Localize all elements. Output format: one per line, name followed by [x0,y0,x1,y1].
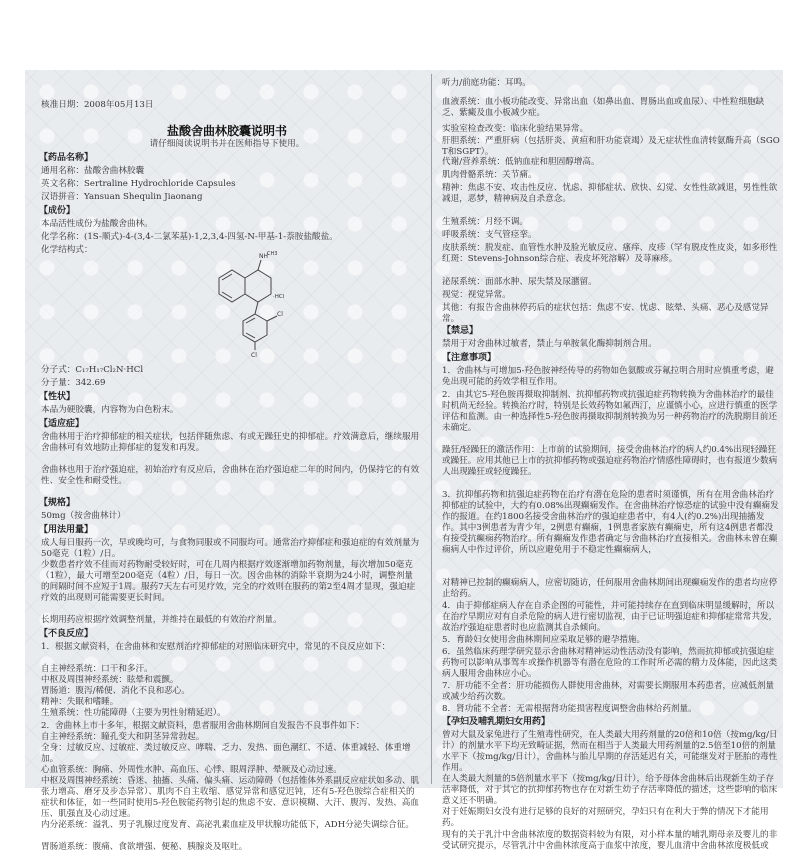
adverse-reproductive: 生殖系统：月经不调。 [442,217,528,227]
leaflet-subtitle: 请仔细阅读说明书并在医师指导下使用。 [149,139,305,149]
chemical-name: 化学名称：(1S-顺式)-4-(3,4-二氯苯基)-1,2,3,4-四氢-N-甲基-1-萘胺盐酸盐。 [41,232,338,242]
adverse-respiratory: 呼吸系统：支气管痉挛。 [442,230,537,240]
atom-cl-2: Cl [251,352,257,359]
leaflet-left-column [25,70,429,852]
atom-hcl: ·HCl [273,294,285,300]
precaution-2: 2．由其它5-羟色胺再摄取抑制剂、抗抑郁药物或抗强迫症药物转换为舍曲林治疗的最佳时机尚无经验。转换治疗时，特别是长效药物如氟西汀，应谨慎小心，应进行慎重的医学评估和监测。由一种选择性5-羟色胺再摄取抑制剂转换为另一种药物治疗的洗脱期目前还未确定。 [442,390,778,433]
adverse-item: 生殖系统：性功能障碍（主要为男性射精延迟）。 [41,708,226,718]
approval-date: 核准日期：2008年05月13日 [41,100,154,110]
column-divider [431,74,432,784]
precaution-10: 8．肾功能不全者：无需根据肾功能损害程度调整舍曲林给药剂量。 [442,704,697,714]
adverse-skin: 皮肤系统：脱发症、血管性水肿及脸光敏反应、瘙痒、皮疹（罕有脱皮性皮炎，如多形性红斑：Stevens-Johnson综合症、表皮坏死溶解）及荨麻疹。 [442,243,778,264]
adverse-paragraph-8: 胃肠道系统：腹痛、食欲增强、便秘、胰腺炎及呕吐。 [41,842,248,852]
adverse-item: 胃肠道：腹泻/稀便、消化不良和恶心。 [41,686,190,696]
precaution-6: 4．由于抑郁症病人存在自杀企图的可能性，并可能持续存在直到临床明显缓解时，所以在治疗早期应对有自杀危险的病人进行密切监视，由于已证明强迫症和抑郁症常常共发，故治疗强迫症患者时也应监测其自杀倾向。 [442,601,778,633]
precaution-7: 5．育龄妇女使用舍曲林期间应采取足够的避孕措施。 [442,635,646,645]
adverse-lab: 实验室检查改变：临床化验结果异常。 [442,124,589,134]
spec-text: 50mg（按舍曲林计） [41,511,126,521]
pregnancy-paragraph-1: 曾对大鼠及家兔进行了生殖毒性研究，在人类最大用药剂量的20倍和10倍（按mg/kg/日计）的剂量水平下均无致畸证据，然而在相当于人类最大用药剂量的2.5倍至10倍的剂量水平下（按mg/kg/日计），舍曲林与胎儿早期的存活延迟有关，可能继发对于胚胎的毒性作用。 [442,730,778,773]
composition-main: 本品活性成份为盐酸舍曲林。 [41,219,153,229]
section-heading-spec: 【规格】 [39,498,76,508]
usage-paragraph-2: 少数患者疗效不佳而对药物耐受较好时，可在几周内根据疗效逐渐增加药物剂量，每次增加50毫克（1粒），最大可增至200毫克（4粒）/日，每日一次。因舍曲林的消除半衰期为24小时，调整剂量的间隔时间不应短于1周。服药7天左右可见疗效，完全的疗效则在服药的第2至4周才显现，强迫症疗效的出现则可能需要更长时间。 [41,560,416,603]
adverse-hearing: 听力/前庭功能：耳鸣。 [442,78,531,88]
generic-name: 通用名称：盐酸舍曲林胶囊 [41,166,145,176]
precaution-9: 7．肝功能不全者：肝功能损伤人群使用舍曲林，对需要长期服用本药患者，应减低剂量或减少给药次数。 [442,681,775,702]
molecular-formula: 分子式：C₁₇H₁₇Cl₂N·HCl [41,365,144,375]
adverse-paragraph-2: 2．舍曲林上市十多年，根据文献资料，患者服用舍曲林期间自发报告不良事件如下： [41,721,365,731]
section-heading-precautions: 【注意事项】 [442,353,497,363]
atom-nh: NH [259,253,268,260]
structure-label: 化学结构式： [41,245,93,255]
adverse-item: 精神：失眠和嗜睡。 [41,697,119,707]
contraindications-text: 禁用于对舍曲林过敏者，禁止与单胺氧化酶抑制剂合用。 [442,339,657,349]
section-heading-character: 【性状】 [39,392,76,402]
section-heading-drug-name: 【药品名称】 [39,153,94,163]
adverse-paragraph-6: 中枢及周围神经系统：昏迷、抽搐、头痛、偏头痛、运动障碍（包括锥体外系副反应症状如多动、肌张力增高、磨牙及步态异常）、肌肉不自主收缩、感觉异常和感觉迟钝，还有5-羟色胺综合症相关的症状和体征，如一些同时使用5-羟色胺能药物引起的焦虑不安、意识模糊、大汗、腹泻、发热、高血压、肌强直及心动过速。 [41,776,420,819]
section-heading-adverse: 【不良反应】 [39,629,94,639]
adverse-item: 中枢及周围神经系统：眩晕和震颤。 [41,675,179,685]
leaflet-right-column [438,70,783,851]
pregnancy-paragraph-3: 对于妊娠期妇女没有进行足够的良好的对照研究，孕妇只有在利大于弊的情况下才能用药。 [442,807,769,828]
adverse-item: 自主神经系统：口干和多汗。 [41,664,153,674]
atom-cl-1: Cl [277,311,283,318]
precaution-4: 3．抗抑郁药物和抗强迫症药物在治疗有潜在危险的患者时须谨慎，所有在用舍曲林治疗抑郁症的试验中，大约有0.08%出现癫痫发作。在舍曲林治疗惊恐症的试验中没有癫痫发作的报道。在约1800名接受舍曲林治疗的强迫症患者中，有4人(约0.2%)出现抽搐发作。其中3例患者为青少年，2例患有癫痫，1例患者家族有癫痫史，所有这4例患者都没有接受抗癫痫药物治疗。所有癫痫发作患者确定与舍曲林治疗直接相关。舍曲林未曾在癫痫病人中作过评价，所以应避免用于不稳定性癫痫病人， [442,490,779,555]
indications-paragraph-2: 舍曲林也用于治疗强迫症，初始治疗有反应后，舍曲林在治疗强迫症二年的时间内，仍保持它的有效性、安全性和耐受性。 [41,465,420,486]
character-text: 本品为硬胶囊，内容物为白色粉末。 [41,405,179,415]
adverse-paragraph-4: 全身：过敏反应、过敏症、类过敏反应、哮喘、乏力、发热、面色潮红、不适、体重减轻、体重增加。 [41,743,411,764]
section-heading-composition: 【成份】 [39,206,76,216]
section-heading-contraindications: 【禁忌】 [442,326,479,336]
atom-ch3: CH3 [267,251,278,257]
adverse-paragraph-3: 自主神经系统：瞳孔变大和阴茎异常勃起。 [41,732,205,742]
usage-paragraph-3: 长期用药应根据疗效调整剂量，并维持在最低的有效治疗剂量。 [41,615,282,625]
english-name: 英文名称：Sertraline Hydrochloride Capsules [41,179,236,189]
pregnancy-paragraph-4: 现有的关于乳汁中舍曲林浓度的数据资料较为有限，对小样本量的哺乳期母亲及婴儿的非受试研究提示，尽管乳汁中舍曲林浓度高于血浆中浓度，婴儿血清中舍曲林浓度极低或 [442,830,778,851]
adverse-paragraph-5: 心血管系统：胸痛、外周性水肿、高血压、心悸、眼周浮肿、晕厥及心动过速。 [41,765,342,775]
adverse-paragraph-7: 内分泌系统：溢乳、男子乳腺过度发育、高泌乳素血症及甲状腺功能低下，ADH分泌失调综合征。 [41,820,414,830]
usage-paragraph-1: 成人每日服药一次，早或晚均可，与食物同服或不同服均可。通常治疗抑郁症和强迫症的有效剂量为50毫克（1粒）/日。 [41,538,420,559]
precaution-3: 躁狂/轻躁狂的激活作用：上市前的试验期间，接受舍曲林治疗的病人约0.4%出现轻躁狂或躁狂。应用其他已上市的抗抑郁药物或强迫症药物治疗情感性障碍时，也有报道少数病人出现躁狂或轻度躁狂。 [442,445,778,477]
precaution-8: 6．虽然临床药理学研究显示舍曲林对精神运动性活动没有影响，然而抗抑郁或抗强迫症药物可以影响从事驾车或操作机器等有潜在危险的工作时所必需的精力及体能，因此这类病人服用舍曲林应小心。 [442,647,778,679]
precaution-5: 对精神已控制的癫痫病人，应密切随访，任何服用舍曲林期间出现癫痫发作的患者均应停止给药。 [442,578,778,599]
adverse-other: 其他：有报告舍曲林停药后的症状包括：焦虑不安、忧虑、眩晕、头痛、恶心及感觉异常。 [442,303,769,324]
adverse-vision: 视觉：视觉异常。 [442,290,511,300]
pinyin-name: 汉语拼音：Yansuan Shequlin Jiaonang [41,192,203,202]
leaflet-title: 盐酸舍曲林胶囊说明书 [166,124,287,138]
section-heading-usage: 【用法用量】 [39,525,94,535]
adverse-urinary: 泌尿系统：面部水肿、尿失禁及尿潴留。 [442,277,597,287]
section-heading-pregnancy: 【孕妇及哺乳期妇女用药】 [442,717,551,727]
adverse-liver: 肝胆系统：严重肝病（包括肝炎、黄疸和肝功能衰竭）及无症状性血清转氨酶升高（SGOT和SGPT）。 [442,136,780,157]
pregnancy-paragraph-2: 在人类最大剂量的5倍剂量水平下（按mg/kg/日计），给予母体舍曲林后出现新生幼子存活率降低，对于其它的抗抑郁药物也存在对新生幼子存活率降低的描述，这些影响的临床意义还不明确。 [442,774,778,806]
adverse-blood: 血液系统：血小板功能改变、异常出血（如鼻出血、胃肠出血或血尿）、中性粒细胞缺乏、紫癜及血小板减少症。 [442,97,765,118]
adverse-metabolism: 代谢/营养系统：低钠血症和胆固醇增高。 [442,157,600,167]
drug-leaflet [25,70,783,852]
adverse-psychiatric: 精神：焦虑不安、攻击性反应、忧虑、抑郁症状、欣快、幻觉、女性性欲减退，男性性欲减退，恶梦，精神病及自杀意念。 [442,183,778,204]
adverse-paragraph-1: 1．根据文献资料，在舍曲林和安慰剂治疗抑郁症的对照临床研究中，常见的不良反应如下： [41,642,391,652]
chemical-structure-diagram [205,250,295,360]
adverse-musculoskeletal: 肌肉骨骼系统：关节痛。 [442,170,537,180]
indications-paragraph-1: 舍曲林用于治疗抑郁症的相关症状，包括伴随焦虑、有或无躁狂史的抑郁症。疗效满意后，继续服用舍曲林可有效地防止抑郁症的复发和再发。 [41,432,420,453]
section-heading-indications: 【适应症】 [39,419,85,429]
precaution-1: 1．舍曲林与可增加5-羟色胺神经传导的药物如色氨酸或芬氟拉明合用时应慎重考虑，避免出现可能的药效学相互作用。 [442,366,774,387]
molecular-weight: 分子量：342.69 [41,378,106,388]
